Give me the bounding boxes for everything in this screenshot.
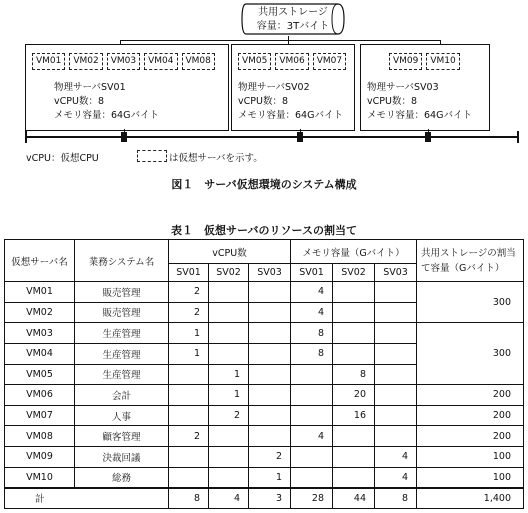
cell-system: 生産管理: [75, 343, 169, 364]
header-memory: メモリ容量（Gバイト）: [291, 240, 417, 264]
cell-system: 人事: [75, 405, 169, 426]
table-row: [5, 405, 524, 426]
cell-cpu-sv03: [249, 405, 291, 426]
vm-box: VM08: [182, 53, 215, 70]
cell-mem-sv01: 8: [291, 323, 333, 344]
vm-box: VM05: [238, 53, 271, 70]
cell-cpu-sv02: [209, 447, 249, 468]
header-vm-name: 仮想サーバ名: [5, 240, 75, 282]
storage-capacity: 容量：3Tバイト: [256, 21, 330, 32]
vm-list-sv02: [238, 53, 346, 70]
cell-cpu-sv03: [249, 385, 291, 406]
cell-mem-sv01: [291, 385, 333, 406]
cell-mem-sv01: 4: [291, 282, 333, 303]
vm-list-sv03: [389, 53, 460, 70]
cell-cpu-sv03: [249, 426, 291, 447]
cell-cpu-sv02: [209, 302, 249, 323]
cell-total-cpu-sv03: 3: [249, 488, 291, 509]
cell-cpu-sv03: [249, 343, 291, 364]
cell-storage: 200: [417, 426, 524, 447]
cell-system: 総務: [75, 467, 169, 488]
table-row: [5, 282, 524, 303]
physical-server-sv01: [25, 44, 229, 131]
cell-cpu-sv02: [209, 323, 249, 344]
server-name: 物理サーバSV03: [367, 82, 439, 93]
cell-cpu-sv01: [169, 364, 209, 385]
cell-total-mem-sv01: 28: [291, 488, 333, 509]
server-vcpu: vCPU数：8: [238, 96, 288, 107]
table-row: [5, 447, 524, 468]
cell-storage: 200: [417, 385, 524, 406]
cell-total-cpu-sv02: 4: [209, 488, 249, 509]
cell-cpu-sv01: 2: [169, 282, 209, 303]
cell-vm: VM03: [5, 323, 75, 344]
cell-mem-sv03: [375, 426, 417, 447]
vm-box: VM06: [275, 53, 308, 70]
cell-mem-sv03: [375, 323, 417, 344]
legend-vcpu: vCPU：仮想CPU: [26, 153, 99, 164]
header-mem-sv02: SV02: [333, 264, 375, 282]
cell-cpu-sv02: 1: [209, 385, 249, 406]
cell-cpu-sv02: 2: [209, 405, 249, 426]
cell-cpu-sv02: [209, 282, 249, 303]
cell-vm: VM01: [5, 282, 75, 303]
cell-cpu-sv01: 1: [169, 343, 209, 364]
server-memory: メモリ容量：64Gバイト: [367, 110, 472, 121]
server-info-sv02: [238, 81, 343, 123]
cell-cpu-sv01: [169, 405, 209, 426]
vm-box: VM10: [426, 53, 459, 70]
table-title: 表１ 仮想サーバのリソースの割当て: [171, 224, 357, 237]
cell-mem-sv01: [291, 467, 333, 488]
physical-server-sv02: [231, 44, 355, 131]
cell-vm: VM07: [5, 405, 75, 426]
cell-mem-sv01: [291, 447, 333, 468]
vm-box: VM07: [313, 53, 346, 70]
network-node-sv01: [121, 132, 127, 142]
cell-storage: 100: [417, 467, 524, 488]
cell-mem-sv02: [333, 282, 375, 303]
cell-mem-sv02: [333, 467, 375, 488]
vm-box: VM03: [107, 53, 140, 70]
vm-box: VM02: [69, 53, 102, 70]
table-row: [5, 426, 524, 447]
header-mem-sv03: SV03: [375, 264, 417, 282]
table-row: [5, 323, 524, 344]
cell-mem-sv01: [291, 364, 333, 385]
cell-mem-sv01: 4: [291, 426, 333, 447]
cell-cpu-sv03: 2: [249, 447, 291, 468]
network-node-sv03: [425, 132, 431, 142]
cell-system: 販売管理: [75, 302, 169, 323]
cell-mem-sv03: [375, 385, 417, 406]
cell-cpu-sv01: 1: [169, 323, 209, 344]
figure-caption: 図１ サーバ仮想環境のシステム構成: [171, 178, 357, 191]
cell-vm: VM06: [5, 385, 75, 406]
network-node-sv02: [297, 132, 303, 142]
cell-total-label: 計: [5, 488, 169, 509]
cell-system: 会計: [75, 385, 169, 406]
cell-system: 販売管理: [75, 282, 169, 303]
cell-vm: VM04: [5, 343, 75, 364]
cell-total-mem-sv03: 8: [375, 488, 417, 509]
header-cpu-sv03: SV03: [249, 264, 291, 282]
cell-mem-sv02: 16: [333, 405, 375, 426]
vm-box: VM09: [389, 53, 422, 70]
cell-vm: VM02: [5, 302, 75, 323]
cell-cpu-sv03: [249, 302, 291, 323]
cell-vm: VM08: [5, 426, 75, 447]
cell-mem-sv03: [375, 302, 417, 323]
physical-server-sv03: [360, 44, 490, 131]
cell-system: 生産管理: [75, 364, 169, 385]
cell-system: 顧客管理: [75, 426, 169, 447]
cell-system: 決裁回議: [75, 447, 169, 468]
cell-cpu-sv02: [209, 426, 249, 447]
header-cpu-sv01: SV01: [169, 264, 209, 282]
cell-mem-sv03: [375, 364, 417, 385]
cell-vm: VM09: [5, 447, 75, 468]
cell-mem-sv03: 4: [375, 447, 417, 468]
cell-mem-sv02: [333, 343, 375, 364]
cell-cpu-sv01: 2: [169, 426, 209, 447]
cell-mem-sv01: 4: [291, 302, 333, 323]
cell-cpu-sv03: [249, 364, 291, 385]
cell-mem-sv02: [333, 302, 375, 323]
server-vcpu: vCPU数：8: [54, 96, 104, 107]
cell-cpu-sv03: [249, 282, 291, 303]
cell-mem-sv01: 8: [291, 343, 333, 364]
cell-cpu-sv01: [169, 467, 209, 488]
cell-vm: VM05: [5, 364, 75, 385]
cell-total-storage: 1,400: [417, 488, 524, 509]
cell-cpu-sv02: 1: [209, 364, 249, 385]
vm-box: VM01: [32, 53, 65, 70]
cell-vm: VM10: [5, 467, 75, 488]
cell-mem-sv02: 8: [333, 364, 375, 385]
server-name: 物理サーバSV01: [54, 82, 126, 93]
table-total-row: [5, 488, 524, 509]
cell-storage: 100: [417, 447, 524, 468]
header-system: 業務システム名: [75, 240, 169, 282]
cell-storage: 300: [417, 323, 524, 385]
cell-mem-sv03: [375, 282, 417, 303]
server-name: 物理サーバSV02: [238, 82, 310, 93]
cell-mem-sv02: 20: [333, 385, 375, 406]
header-vcpu: vCPU数: [169, 240, 291, 264]
vm-box: VM04: [144, 53, 177, 70]
cell-cpu-sv02: [209, 467, 249, 488]
server-memory: メモリ容量：64Gバイト: [238, 110, 343, 121]
cell-mem-sv03: 4: [375, 467, 417, 488]
server-info-sv01: [54, 81, 159, 123]
server-memory: メモリ容量：64Gバイト: [54, 110, 159, 121]
server-info-sv03: [367, 81, 472, 123]
cell-mem-sv02: [333, 447, 375, 468]
legend-vm-text: は仮想サーバを示す。: [169, 153, 263, 164]
cell-mem-sv02: [333, 426, 375, 447]
cell-system: 生産管理: [75, 323, 169, 344]
cell-storage: 300: [417, 282, 524, 323]
cell-total-cpu-sv01: 8: [169, 488, 209, 509]
cell-mem-sv01: [291, 405, 333, 426]
vm-list-sv01: [32, 53, 215, 70]
resource-table: [4, 239, 524, 509]
cell-cpu-sv01: [169, 447, 209, 468]
cell-total-mem-sv02: 44: [333, 488, 375, 509]
storage-bus-line: [120, 40, 440, 41]
cell-cpu-sv03: 1: [249, 467, 291, 488]
cell-mem-sv02: [333, 323, 375, 344]
header-storage-text: 共用ストレージの割当て容量（Gバイト）: [421, 247, 516, 274]
header-mem-sv01: SV01: [291, 264, 333, 282]
cell-cpu-sv03: [249, 323, 291, 344]
header-storage: [417, 240, 524, 282]
cell-mem-sv03: [375, 405, 417, 426]
cell-cpu-sv01: 2: [169, 302, 209, 323]
header-cpu-sv02: SV02: [209, 264, 249, 282]
table-row: [5, 385, 524, 406]
server-vcpu: vCPU数：8: [367, 96, 417, 107]
network-line: [25, 136, 519, 138]
legend-vm-box: [137, 150, 167, 162]
cell-mem-sv03: [375, 343, 417, 364]
cell-cpu-sv02: [209, 343, 249, 364]
cell-cpu-sv01: [169, 385, 209, 406]
cell-storage: 200: [417, 405, 524, 426]
table-row: [5, 467, 524, 488]
storage-name: 共用ストレージ: [258, 7, 328, 18]
